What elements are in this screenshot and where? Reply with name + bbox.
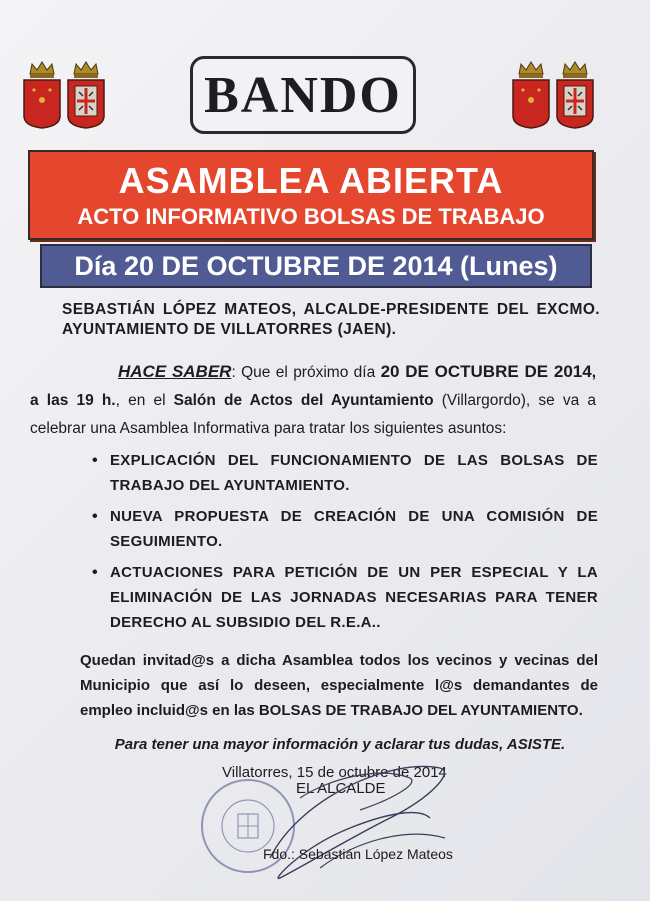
info-line: Para tener una mayor información y aclarar tus dudas, ASISTE. (114, 736, 566, 753)
agenda-list (92, 448, 598, 641)
paragraph-text: , en el (115, 392, 174, 409)
bullet-icon: • (92, 452, 98, 469)
bullet-icon: • (92, 508, 98, 525)
place-and-date: Villatorres, 15 de octubre de 2014 (222, 764, 447, 781)
hace-saber-label: HACE SABER (118, 362, 232, 381)
date-banner: Día 20 DE OCTUBRE DE 2014 (Lunes) (40, 244, 592, 288)
mayor-intro: SEBASTIÁN LÓPEZ MATEOS, ALCALDE-PRESIDENTE DEL EXCMO. AYUNTAMIENTO DE VILLATORRES (JAEN). (62, 301, 600, 338)
banner-subtitle: ACTO INFORMATIVO BOLSAS DE TRABAJO (77, 204, 545, 229)
bando-title-box (190, 56, 416, 134)
coat-of-arms-icon (511, 60, 551, 130)
event-date: 20 DE OCTUBRE DE 2014 (380, 362, 592, 381)
invitation-paragraph: Quedan invitad@s a dicha Asamblea todos los vecinos y vecinas del Municipio que así lo deseen, especialmente l@s demandantes de empleo incluid@s en las BOLSAS DE TRABAJO DEL AYUNTAMIENTO. (80, 652, 598, 719)
bullet-icon: • (92, 564, 98, 581)
assembly-banner (28, 150, 594, 240)
signed-by: Fdo.: Sebastián López Mateos (263, 846, 453, 862)
event-venue: Salón de Actos del Ayuntamiento (173, 392, 434, 409)
left-coat-of-arms-pair (22, 60, 106, 130)
coat-of-arms-icon (555, 60, 595, 130)
paragraph-text: (Villargordo), se va a celebrar una Asamblea Informativa para tratar los siguientes asuntos: (30, 392, 597, 437)
announcement-paragraph (30, 358, 596, 443)
banner-title: ASAMBLEA ABIERTA (118, 160, 504, 201)
paragraph-text: : Que el próximo día (231, 364, 381, 381)
page-title: BANDO (204, 66, 402, 124)
list-item: • ACTUACIONES PARA PETICIÓN DE UN PER ESPECIAL Y LA ELIMINACIÓN DE LAS JORNADAS NECESARIAS PARA TENER DERECHO AL SUBSIDIO DEL R.E.A.. (92, 560, 598, 635)
handwritten-signature (240, 738, 460, 893)
event-time: , a las 19 h. (30, 364, 596, 409)
coat-of-arms-icon (66, 60, 106, 130)
coat-of-arms-icon (22, 60, 62, 130)
signatory-role: EL ALCALDE (296, 780, 386, 797)
right-coat-of-arms-pair (511, 60, 595, 130)
list-item: • NUEVA PROPUESTA DE CREACIÓN DE UNA COMISIÓN DE SEGUIMIENTO. (92, 504, 598, 554)
list-item: • EXPLICACIÓN DEL FUNCIONAMIENTO DE LAS BOLSAS DE TRABAJO DEL AYUNTAMIENTO. (92, 448, 598, 498)
